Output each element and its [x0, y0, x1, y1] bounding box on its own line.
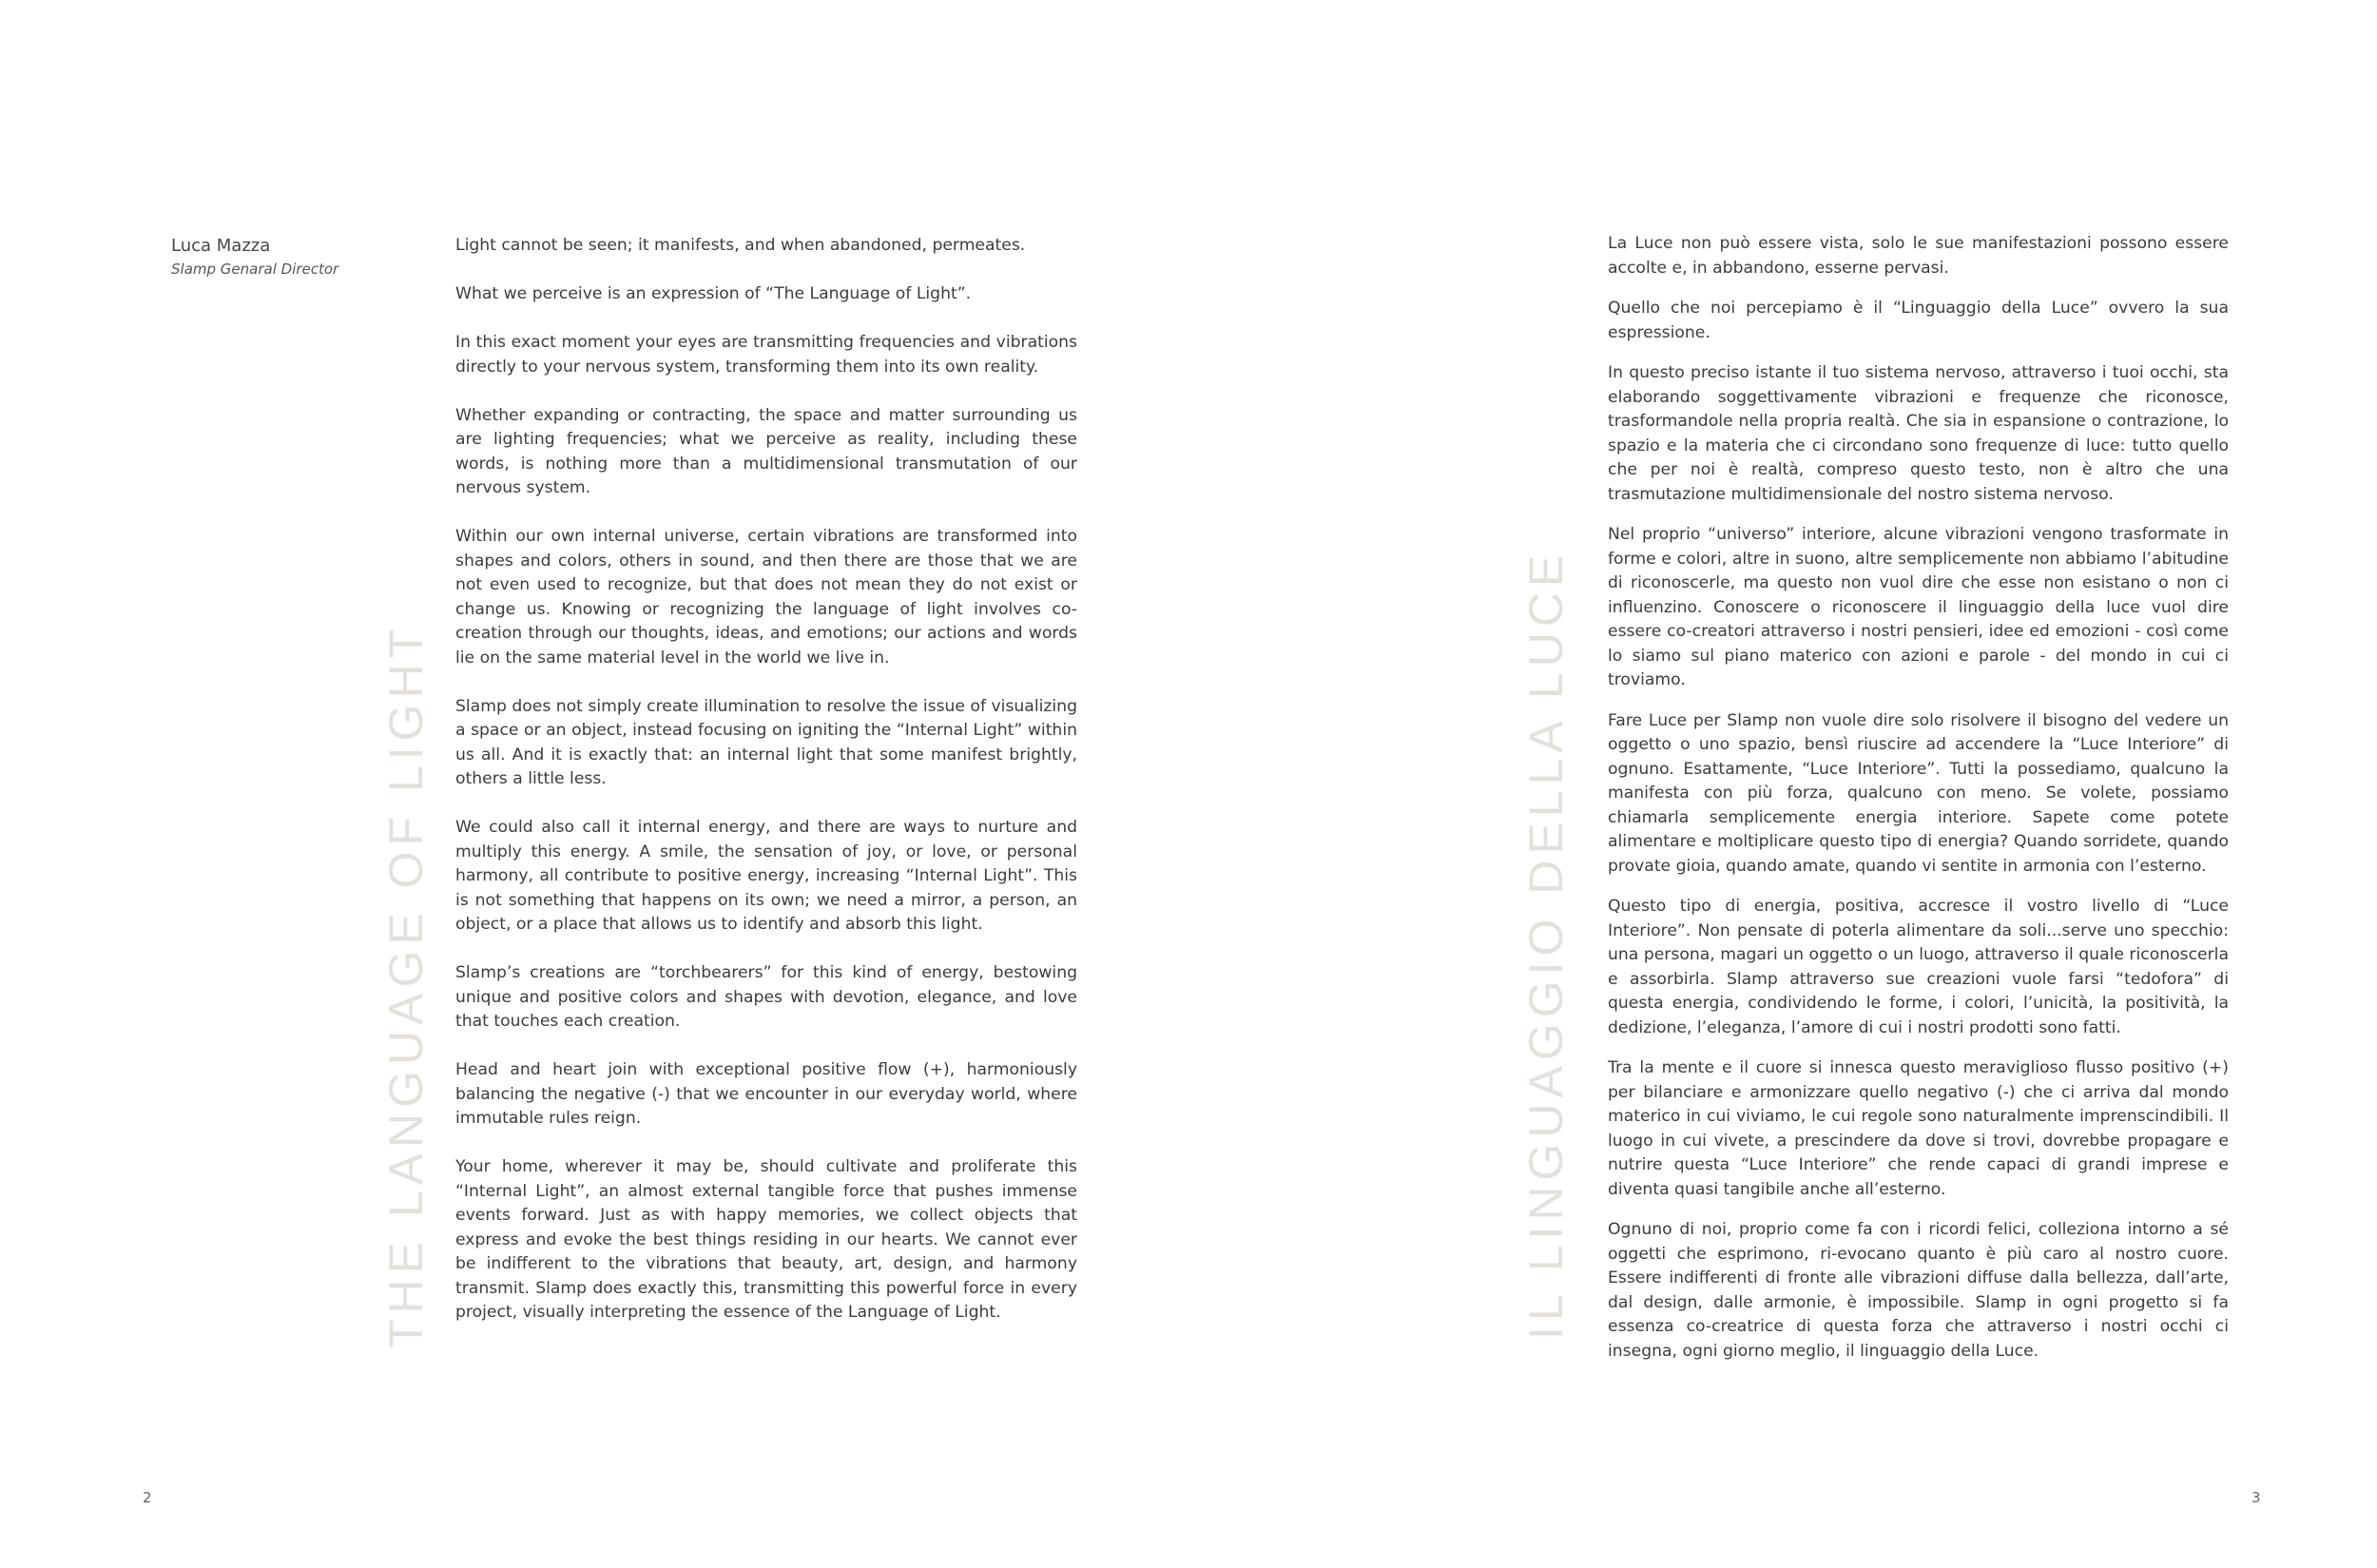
vertical-title-english: THE LANGUAGE OF LIGHT	[379, 623, 433, 1348]
page-number-right: 3	[2251, 1489, 2261, 1506]
vertical-title-italian: IL LINGUAGGIO DELLA LUCE	[1519, 549, 1573, 1340]
paragraph: Light cannot be seen; it manifests, and when abandoned, permeates.	[455, 236, 1026, 255]
paragraph: Questo tipo di energia, positiva, accresce il vostro livello di “Luce Interiore”. Non pensate di poterla alimentare da soli...serve uno specchio: una persona, magari un oggetto o un luogo, attraverso il quale riconoscerla e assorbirla. Slamp attraverso sue creazioni vuole farsi “tedofora” di questa energia, condividendo le forme, i colori, l’unicità, la positività, la dedizione, l’eleganza, l’amore di cui i nostri prodotti sono fatti.	[1608, 897, 2229, 1037]
paragraph: Slamp does not simply create illumination to resolve the issue of visualizing a space or an object, instead focusing on igniting the “Internal Light” within us all. And it is exactly that: an internal light that some manifest brightly, others a little less.	[455, 696, 1077, 788]
paragraph: Head and heart join with exceptional positive flow (+), harmoniously balancing the negative (-) that we encounter in our everyday world, where immutable rules reign.	[455, 1060, 1077, 1128]
paragraph: Whether expanding or contracting, the space and matter surrounding us are lighting frequencies; what we perceive as reality, including these words, is nothing more than a multidimensional transmutation of our nervous system.	[455, 405, 1077, 497]
paragraph: Fare Luce per Slamp non vuole dire solo risolvere il bisogno del vedere un oggetto o uno spazio, bensì riuscire ad accendere la “Luce Interiore” di ognuno. Esattamente, “Luce Interiore”. Tutti la possediamo, qualcuno la manifesta con più forza, qualcuno con meno. Se volete, possiamo chiamarla semplicemente energia interiore. Sapete come potete alimentare e moltiplicare questo tipo di energia? Quando sorridete, quando provate gioia, quando amate, quando vi sentite in armonia con l’esterno.	[1608, 710, 2229, 876]
left-page	[0, 0, 1188, 1568]
paragraph: Nel proprio “universo” interiore, alcune vibrazioni vengono trasformate in forme e colori, altre in suono, altre semplicemente non abbiamo l’abitudine di riconoscerle, ma questo non vuol dire che esse non esistano o non ci influenzino. Conoscere o riconoscere il linguaggio della luce vuol dire essere co-creatori attraverso i nostri pensieri, idee ed emozioni - così come lo siamo sul piano materico con azioni e parole - del mondo in cui ci troviamo.	[1608, 525, 2229, 689]
author-name: Luca Mazza	[171, 236, 271, 256]
english-article-body	[455, 234, 1077, 1349]
paragraph: In this exact moment your eyes are transmitting frequencies and vibrations directly to your nervous system, transforming them into its own reality.	[455, 333, 1077, 377]
right-page	[1188, 0, 2377, 1568]
paragraph: In questo preciso istante il tuo sistema nervoso, attraverso i tuoi occhi, sta elaborando soggettivamente vibrazioni e frequenze che riconosce, trasformandole nella propria realtà. Che sia in espansione o contrazione, lo spazio e la materia che ci circondano sono frequenze di luce: tutto quello che per noi è realtà, compreso questo testo, non è altro che una trasmutazione multidimensionale del nostro sistema nervoso.	[1608, 363, 2229, 504]
italian-article-body	[1608, 232, 2229, 1380]
paragraph: Within our own internal universe, certain vibrations are transformed into shapes and colors, others in sound, and then there are those that we are not even used to recognize, but that does not mean they do not exist or change us. Knowing or recognizing the language of light involves co-creation through our thoughts, ideas, and emotions; our actions and words lie on the same material level in the world we live in.	[455, 527, 1077, 668]
paragraph: Ognuno di noi, proprio come fa con i ricordi felici, colleziona intorno a sé oggetti che esprimono, ri-evocano quanto è più caro al nostro cuore. Essere indifferenti di fronte alle vibrazioni diffuse dalla bellezza, dall’arte, dal design, dalle armonie, è impossibile. Slamp in ogni progetto si fa essenza co-creatrice di questa forza che attraverso i nostri occhi ci insegna, ogni giorno meglio, il linguaggio della Luce.	[1608, 1220, 2229, 1361]
paragraph: Tra la mente e il cuore si innesca questo meraviglioso flusso positivo (+) per bilanciare e armonizzare quello negativo (-) che ci arriva dal mondo materico in cui viviamo, le cui regole sono naturalmente imprenscindibili. Il luogo in cui vivete, a prescindere da dove si trovi, dovrebbe propagare e nutrire questa “Luce Interiore” che rende capaci di grandi imprese e diventa quasi tangibile anche all’esterno.	[1608, 1058, 2229, 1199]
paragraph: La Luce non può essere vista, solo le sue manifestazioni possono essere accolte e, in abbandono, esserne pervasi.	[1608, 234, 2229, 278]
paragraph: Slamp’s creations are “torchbearers” for this kind of energy, bestowing unique and positive colors and shapes with devotion, elegance, and love that touches each creation.	[455, 963, 1077, 1031]
author-role: Slamp Genaral Director	[171, 261, 339, 278]
paragraph: Quello che noi percepiamo è il “Linguaggio della Luce” ovvero la sua espressione.	[1608, 299, 2229, 342]
page-number-left: 2	[143, 1489, 152, 1506]
author-block	[171, 234, 361, 280]
paragraph: What we perceive is an expression of “The Language of Light”.	[455, 284, 972, 303]
paragraph: We could also call it internal energy, and there are ways to nurture and multiply this energy. A smile, the sensation of joy, or love, or personal harmony, all contribute to positive energy, increasing “Internal Light”. This is not something that happens on its own; we need a mirror, a person, an object, or a place that allows us to identify and absorb this light.	[455, 818, 1077, 934]
paragraph: Your home, wherever it may be, should cultivate and proliferate this “Internal Light”, an almost external tangible force that pushes immense events forward. Just as with happy memories, we collect objects that express and evoke the best things residing in our hearts. We cannot ever be indifferent to the vibrations that beauty, art, design, and harmony transmit. Slamp does exactly this, transmitting this powerful force in every project, visually interpreting the essence of the Language of Light.	[455, 1157, 1077, 1322]
